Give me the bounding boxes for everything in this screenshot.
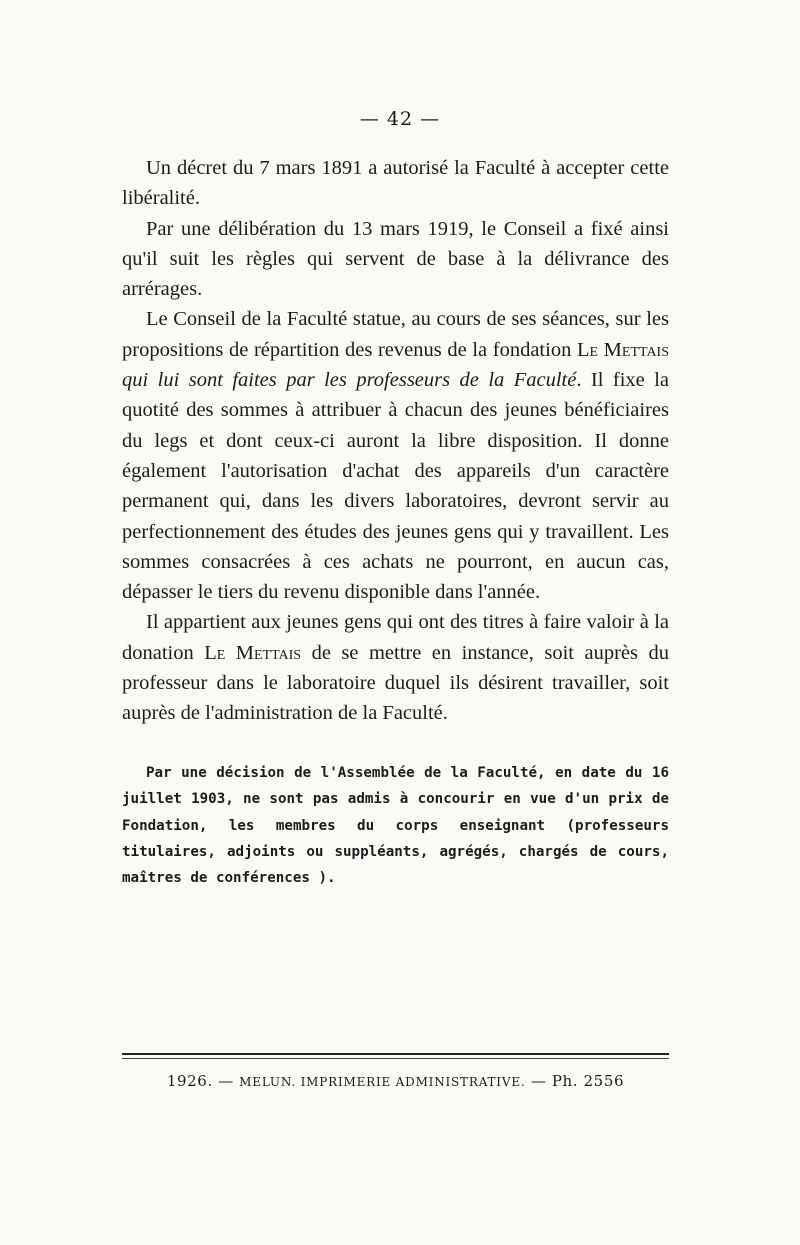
imprint-code: Ph. 2556 xyxy=(551,1072,625,1090)
paragraph-deliberation: Par une délibération du 13 mars 1919, le Conseil a fixé ainsi qu'il suit les règles qui servent de base à la délivrance des arrérages. xyxy=(122,217,669,301)
imprint-year: 1926. xyxy=(166,1072,213,1090)
footer-rule-thick xyxy=(122,1053,669,1055)
imprint-printer: MELUN. IMPRIMERIE ADMINISTRATIVE. xyxy=(239,1075,526,1089)
paragraph-application-text-b: de se mettre en instance, soit auprès du professeur dans le laboratoire duquel ils désirent travailler, soit auprès de l'administration de la Faculté. xyxy=(122,641,669,725)
imprint-dash: — xyxy=(525,1072,552,1090)
assembly-note xyxy=(122,760,669,891)
imprint-dash: — xyxy=(212,1072,240,1090)
paragraph-application-text-a: Il appartient aux jeunes gens qui ont des titres à faire valoir à la donation xyxy=(122,611,669,664)
paragraph-council-italic: qui lui sont faites par les professeurs de la Faculté xyxy=(122,369,577,392)
footer-rule-thin xyxy=(122,1058,669,1059)
paragraph-council-text-a: Le Conseil de la Faculté statue, au cours de ses séances, sur les propositions de répartition des revenus de la fondation xyxy=(122,308,669,361)
body-text xyxy=(122,153,669,729)
printer-imprint xyxy=(122,1070,669,1093)
paragraph-council-text-b: . Il fixe la quotité des sommes à attribuer à chacun des jeunes bénéficiaires du legs et dont ceux-ci auront la libre disposition. Il donne également l'autorisation d'achat des appareils d'un caractère permanent qui, dans les divers laboratoires, devront servir au perfectionnement des études des jeunes gens qui y travaillent. Les sommes consacrées à ces achats ne pourront, en aucun cas, dépasser le tiers du revenu disponible dans l'année. xyxy=(122,369,669,604)
paragraph-application xyxy=(122,607,669,728)
assembly-note-text: Par une décision de l'Assemblée de la Faculté, en date du 16 juillet 1903, ne sont pas admis à concourir en vue d'un prix de Fondation, les membres du corps enseignant (professeurs titulaires, adjoints ou suppléants, agrégés, chargés de cours, maîtres de conférences ). xyxy=(122,765,669,887)
foundation-name: Le Mettais xyxy=(204,641,302,664)
paragraph-council xyxy=(122,304,669,607)
foundation-name: Le Mettais xyxy=(576,338,669,361)
paragraph-decree: Un décret du 7 mars 1891 a autorisé la Faculté à accepter cette libéralité. xyxy=(122,157,669,210)
page-number: — 42 — xyxy=(359,108,441,130)
